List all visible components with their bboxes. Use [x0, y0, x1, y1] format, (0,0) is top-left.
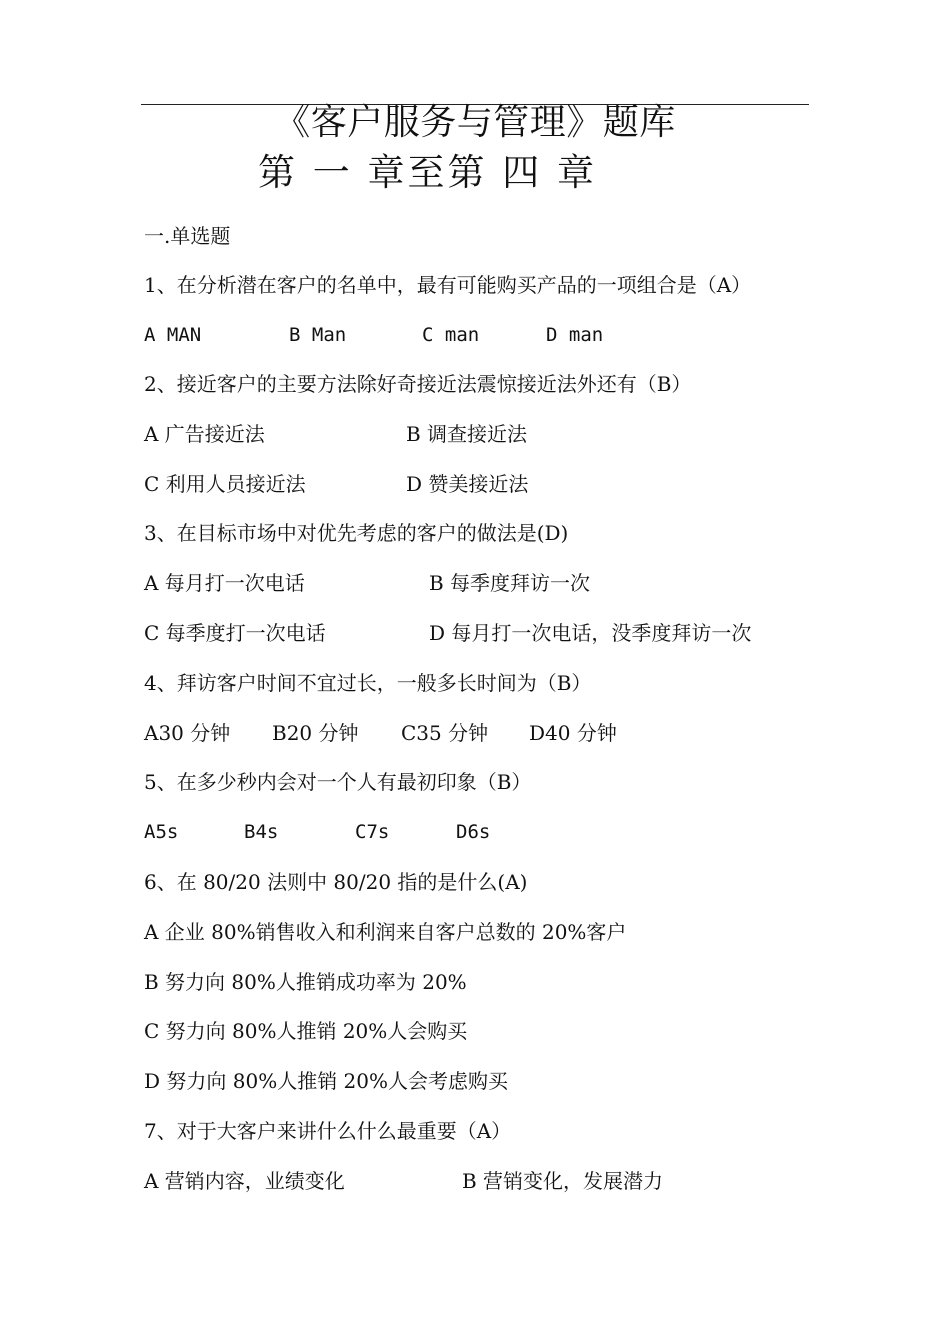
question-7-option-b: B 营销变化，发展潜力 — [462, 1169, 664, 1193]
chapter-range-subtitle: 第 一 章至第 四 章 — [258, 151, 598, 194]
question-1: 1、在分析潜在客户的名单中，最有可能购买产品的一项组合是（A） — [144, 273, 752, 297]
question-4-option-b: B20 分钟 — [272, 721, 359, 745]
question-5-option-a: A5s — [144, 821, 179, 843]
question-6-option-c: C 努力向 80%人推销 20%人会购买 — [144, 1019, 468, 1043]
question-3: 3、在目标市场中对优先考虑的客户的做法是(D) — [144, 521, 569, 545]
question-1-option-b: B Man — [289, 324, 347, 346]
question-2-option-d: D 赞美接近法 — [406, 472, 529, 496]
page-title: 《客户服务与管理》题库 — [274, 102, 676, 143]
question-3-option-d: D 每月打一次电话，没季度拜访一次 — [429, 621, 752, 645]
question-4-option-c: C35 分钟 — [401, 721, 489, 745]
question-6-option-d: D 努力向 80%人推销 20%人会考虑购买 — [144, 1069, 509, 1093]
question-1-option-a: A MAN — [144, 324, 202, 346]
question-7: 7、对于大客户来讲什么什么最重要（A） — [144, 1119, 512, 1143]
question-5-option-c: C7s — [355, 821, 390, 843]
question-4-option-d: D40 分钟 — [529, 721, 617, 745]
question-4: 4、拜访客户时间不宜过长，一般多长时间为（B） — [144, 671, 592, 695]
question-2: 2、接近客户的主要方法除好奇接近法震惊接近法外还有（B） — [144, 372, 692, 396]
question-3-option-c: C 每季度打一次电话 — [144, 621, 326, 645]
question-3-option-a: A 每月打一次电话 — [144, 571, 305, 595]
question-5-option-d: D6s — [456, 821, 491, 843]
section-heading: 一.单选题 — [144, 224, 231, 248]
question-5: 5、在多少秒内会对一个人有最初印象（B） — [144, 770, 532, 794]
question-3-option-b: B 每季度拜访一次 — [429, 571, 591, 595]
question-1-option-d: D man — [546, 324, 604, 346]
question-7-option-a: A 营销内容，业绩变化 — [144, 1169, 345, 1193]
question-6: 6、在 80/20 法则中 80/20 指的是什么(A) — [144, 870, 528, 894]
question-2-option-c: C 利用人员接近法 — [144, 472, 306, 496]
question-2-option-a: A 广告接近法 — [144, 422, 265, 446]
question-6-option-b: B 努力向 80%人推销成功率为 20% — [144, 970, 467, 994]
question-6-option-a: A 企业 80%销售收入和利润来自客户总数的 20%客户 — [144, 920, 627, 944]
question-4-option-a: A30 分钟 — [144, 721, 231, 745]
question-5-option-b: B4s — [244, 821, 279, 843]
question-1-option-c: C man — [422, 324, 480, 346]
question-2-option-b: B 调查接近法 — [406, 422, 528, 446]
